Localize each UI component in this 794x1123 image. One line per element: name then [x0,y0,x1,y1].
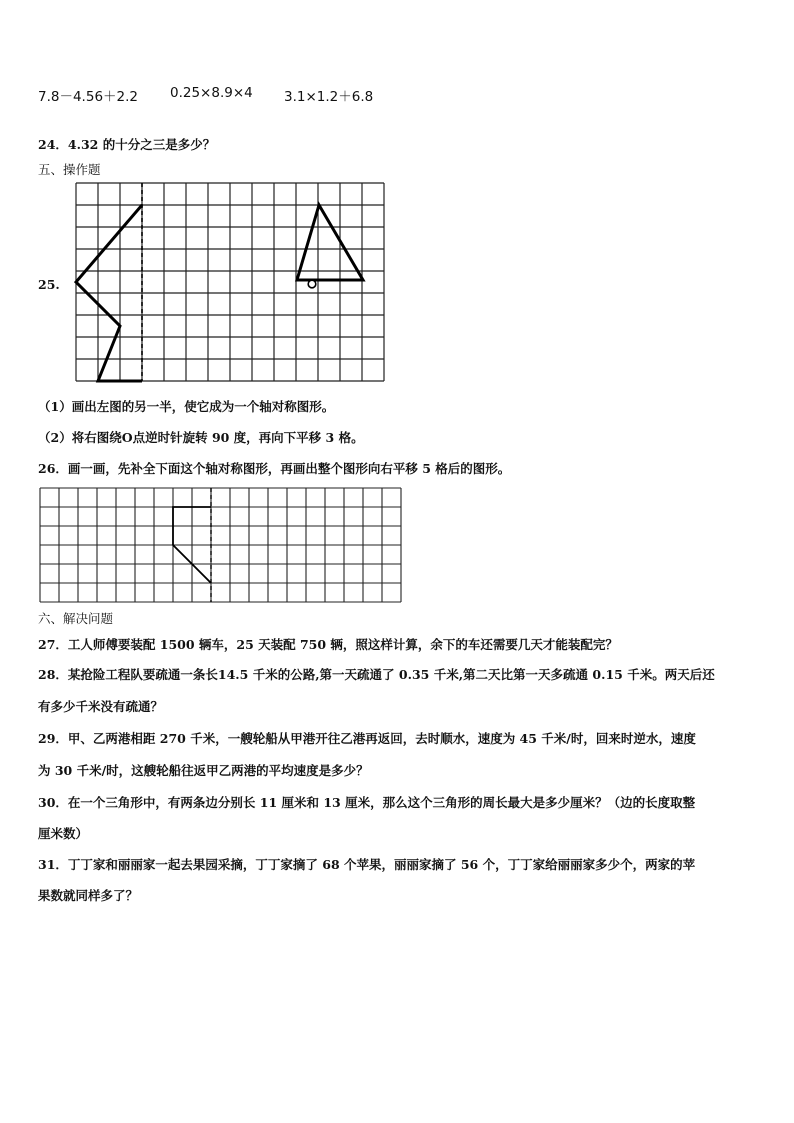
question-25-grid [76,183,388,383]
right-triangle [297,205,363,280]
question-29-line1: 29．甲、乙两港相距 270 千米，一艘轮船从甲港开往乙港再返回，去时顺水，速度为 45 千米/时，回来时逆水，速度 [38,731,696,746]
question-26: 26．画一画，先补全下面这个轴对称图形，再画出整个图形向右平移 5 格后的图形。 [38,461,511,476]
question-26-grid [40,488,400,604]
question-28-line1: 28．某抢险工程队要疏通一条长14.5 千米的公路,第一天疏通了 0.35 千米,第二天比第一天多疏通 0.15 千米。两天后还 [38,667,715,682]
question-24: 24．4.32 的十分之三是多少？ [38,137,216,152]
section-6-heading: 六、解决问题 [38,611,114,626]
expression-3: 3.1×1.2＋6.8 [284,89,374,105]
question-31-line1: 31．丁丁家和丽丽家一起去果园采摘，丁丁家摘了 68 个苹果，丽丽家摘了 56 个，丁丁家给丽丽家多少个，两家的苹 [38,857,696,872]
expression-1: 7.8－4.56＋2.2 [38,89,138,105]
question-25-number: 25. [38,277,60,292]
question-28-line2: 有多少千米没有疏通？ [38,699,164,714]
point-o [308,280,316,288]
question-31-line2: 果数就同样多了？ [38,888,139,903]
question-27: 27．工人师傅要装配 1500 辆车，25 天装配 750 辆，照这样计算，余下的车还需要几天才能装配完？ [38,637,618,652]
section-5-heading: 五、操作题 [38,162,101,177]
expression-2: 0.25×8.9×4 [170,85,253,101]
question-25-sub2: （2）将右图绕O点逆时针旋转 90 度，再向下平移 3 格。 [38,430,364,445]
question-30-line2: 厘米数） [38,826,89,841]
question-29-line2: 为 30 千米/时，这艘轮船往返甲乙两港的平均速度是多少？ [38,763,369,778]
question-25-sub1: （1）画出左图的另一半，使它成为一个轴对称图形。 [38,399,335,414]
question-30-line1: 30．在一个三角形中，有两条边分别长 11 厘米和 13 厘米，那么这个三角形的周长最大是多少厘米？（边的长度取整 [38,795,696,810]
